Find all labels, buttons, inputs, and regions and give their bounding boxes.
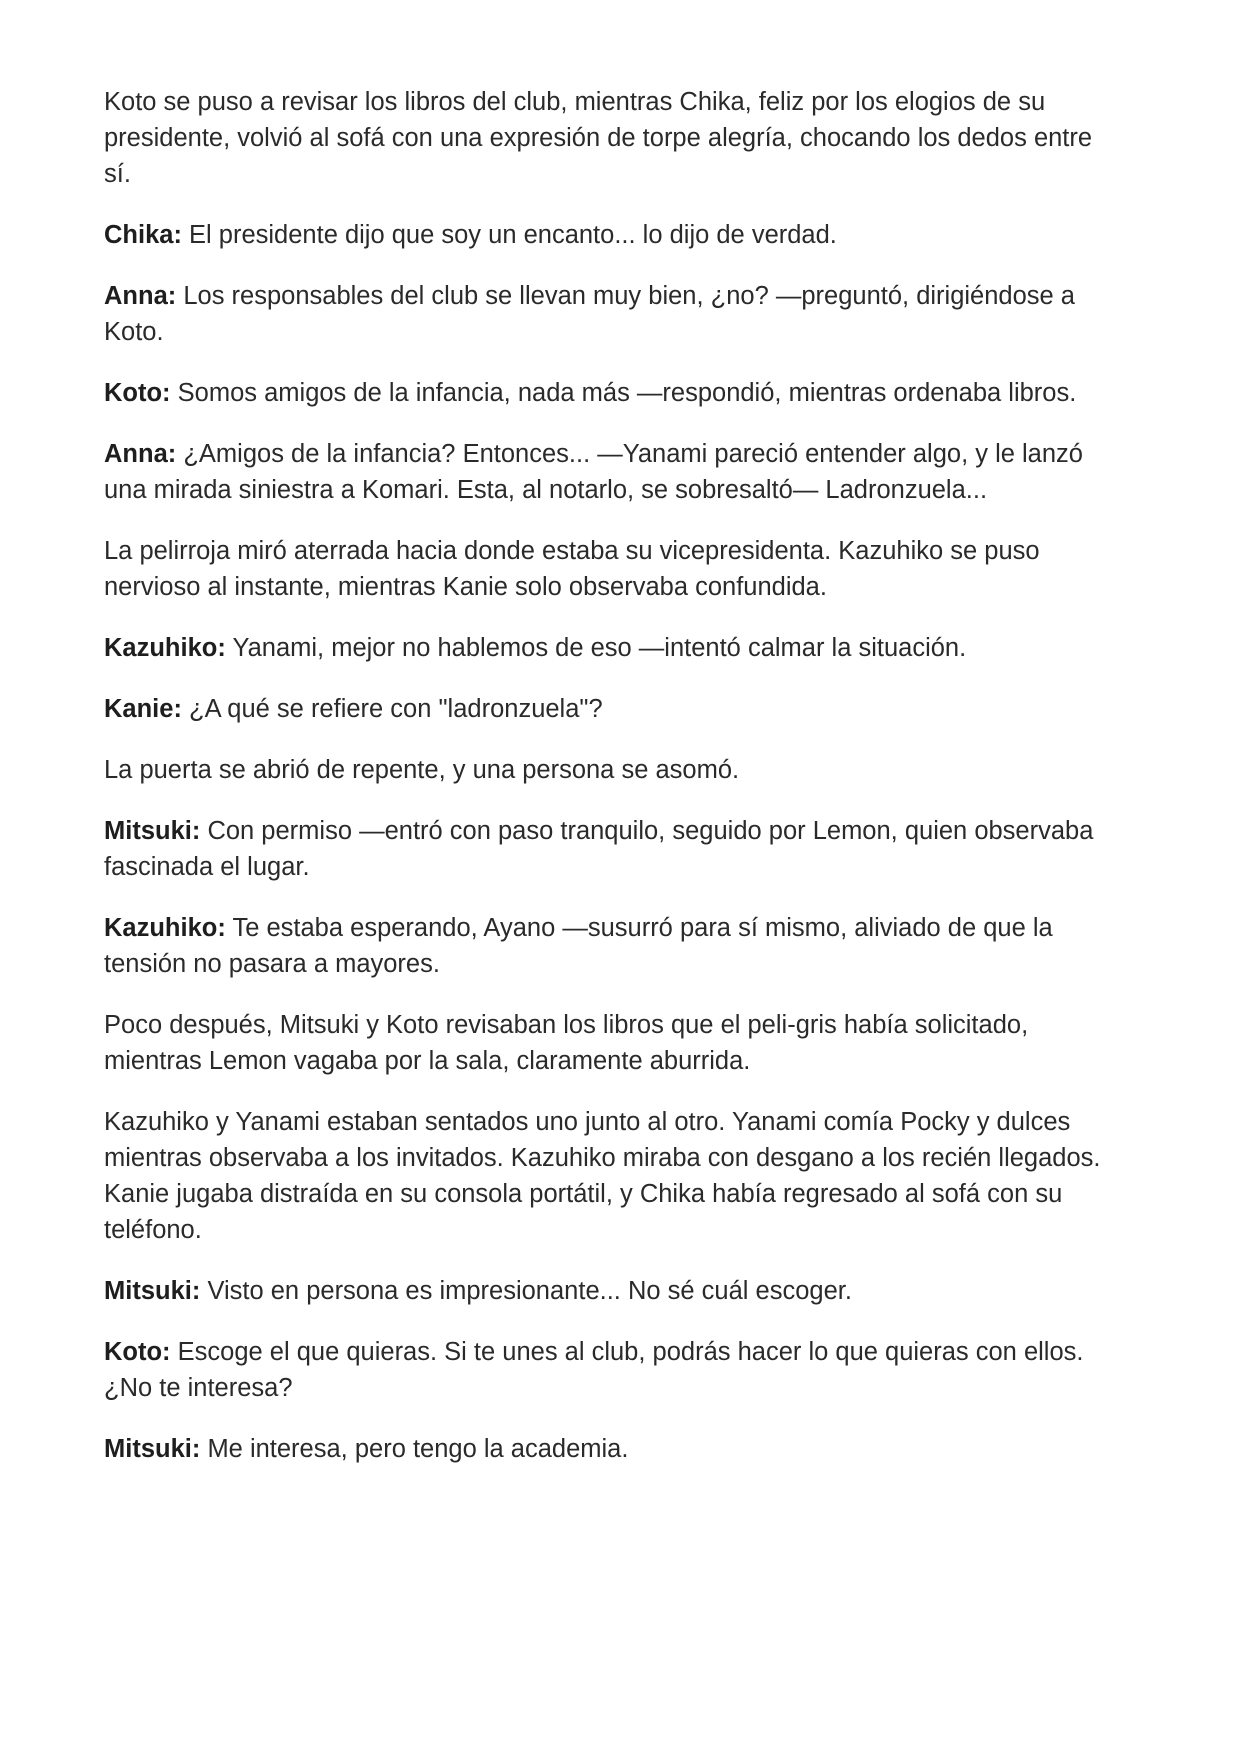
dialogue-line [104, 1273, 1104, 1309]
dialogue-text: Somos amigos de la infancia, nada más —respondió, mientras ordenaba libros. [177, 379, 1077, 407]
dialogue-text: Con permiso —entró con paso tranquilo, seguido por Lemon, quien observaba fascinada el lugar. [104, 817, 1094, 881]
dialogue-text: Me interesa, pero tengo la academia. [207, 1435, 629, 1463]
dialogue-text: Los responsables del club se llevan muy bien, ¿no? —preguntó, dirigiéndose a Koto. [104, 282, 1075, 346]
dialogue-line [104, 278, 1104, 350]
paragraph-text: Poco después, Mitsuki y Koto revisaban los libros que el peli-gris había solicitado, mientras Lemon vagaba por la sala, claramente aburrida. [104, 1011, 1029, 1075]
paragraph-text: La puerta se abrió de repente, y una persona se asomó. [104, 756, 740, 784]
dialogue-line [104, 1334, 1104, 1406]
speaker-name: Chika: [104, 221, 182, 249]
speaker-name: Kazuhiko: [104, 914, 226, 942]
dialogue-line [104, 910, 1104, 982]
speaker-name: Anna: [104, 282, 177, 310]
dialogue-line [104, 1431, 1104, 1467]
speaker-name: Koto: [104, 1338, 171, 1366]
dialogue-line [104, 436, 1104, 508]
narration-paragraph [104, 1007, 1104, 1079]
speaker-name: Kazuhiko: [104, 634, 226, 662]
dialogue-line [104, 691, 1104, 727]
paragraph-text: La pelirroja miró aterrada hacia donde estaba su vicepresidenta. Kazuhiko se puso nervioso al instante, mientras Kanie solo observaba confundida. [104, 537, 1040, 601]
document-page [104, 84, 1104, 1492]
dialogue-line [104, 630, 1104, 666]
paragraph-text: Kazuhiko y Yanami estaban sentados uno junto al otro. Yanami comía Pocky y dulces mientras observaba a los invitados. Kazuhiko miraba con desgano a los recién llegados. Kanie jugaba distraída en su consola portátil, y Chika había regresado al sofá con su teléfono. [104, 1108, 1101, 1244]
speaker-name: Kanie: [104, 695, 182, 723]
narration-paragraph [104, 84, 1104, 192]
dialogue-text: ¿Amigos de la infancia? Entonces... —Yanami pareció entender algo, y le lanzó una mirada siniestra a Komari. Esta, al notarlo, se sobresaltó— Ladronzuela... [104, 440, 1083, 504]
dialogue-text: Visto en persona es impresionante... No sé cuál escoger. [207, 1277, 852, 1305]
narration-paragraph [104, 752, 1104, 788]
dialogue-line [104, 813, 1104, 885]
dialogue-line [104, 375, 1104, 411]
speaker-name: Mitsuki: [104, 1277, 201, 1305]
dialogue-text: ¿A qué se refiere con "ladronzuela"? [189, 695, 603, 723]
narration-paragraph [104, 1104, 1104, 1248]
paragraph-text: Koto se puso a revisar los libros del club, mientras Chika, feliz por los elogios de su presidente, volvió al sofá con una expresión de torpe alegría, chocando los dedos entre sí. [104, 88, 1093, 188]
dialogue-text: El presidente dijo que soy un encanto... lo dijo de verdad. [189, 221, 837, 249]
narration-paragraph [104, 533, 1104, 605]
dialogue-text: Escoge el que quieras. Si te unes al club, podrás hacer lo que quieras con ellos. ¿No te interesa? [104, 1338, 1084, 1402]
speaker-name: Koto: [104, 379, 171, 407]
speaker-name: Anna: [104, 440, 177, 468]
dialogue-line [104, 217, 1104, 253]
dialogue-text: Yanami, mejor no hablemos de eso —intentó calmar la situación. [232, 634, 967, 662]
speaker-name: Mitsuki: [104, 817, 201, 845]
speaker-name: Mitsuki: [104, 1435, 201, 1463]
dialogue-text: Te estaba esperando, Ayano —susurró para sí mismo, aliviado de que la tensión no pasara a mayores. [104, 914, 1053, 978]
